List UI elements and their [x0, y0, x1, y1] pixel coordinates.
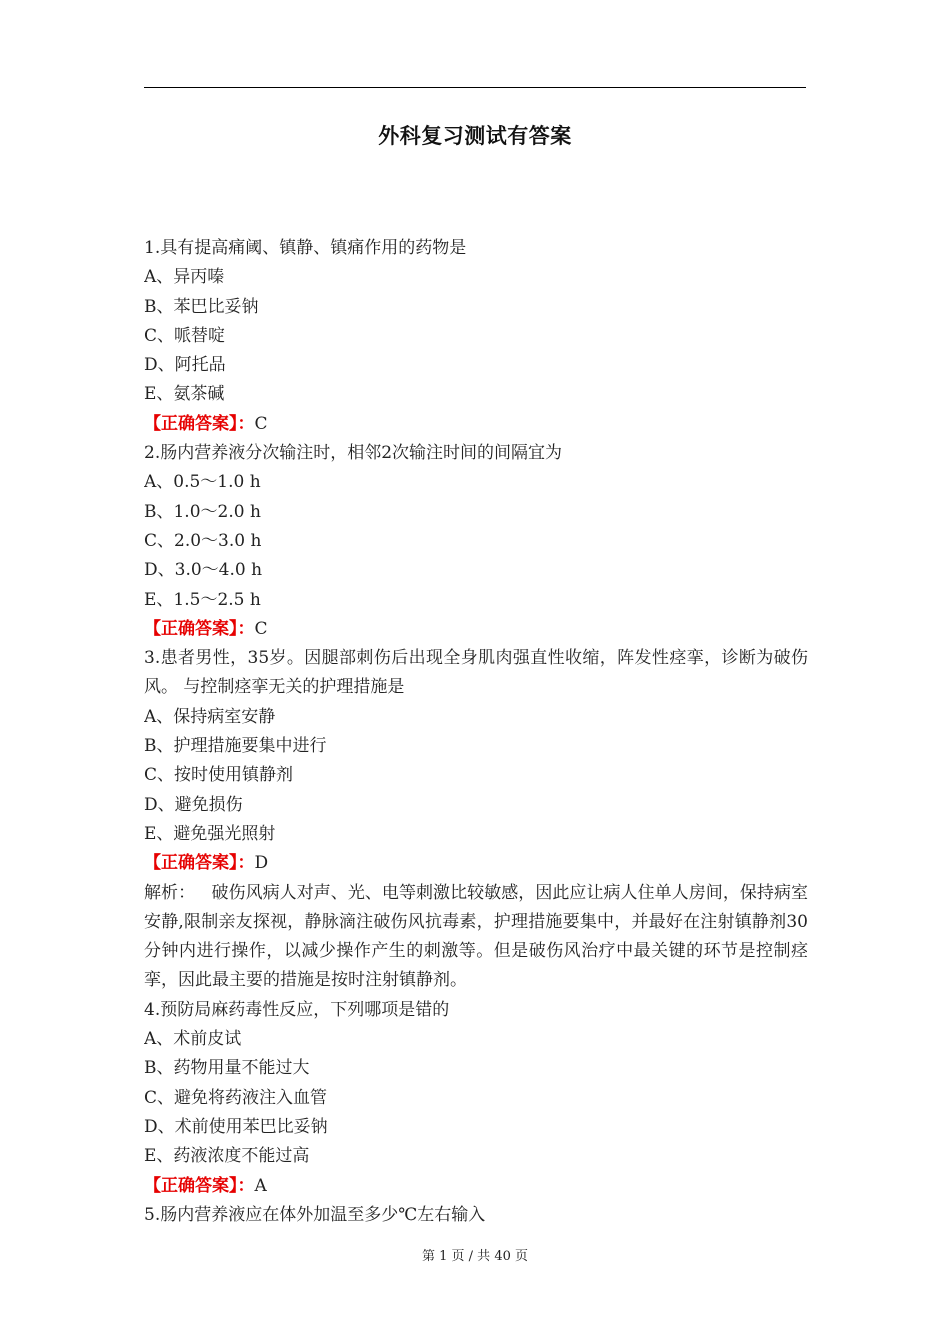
- question-stem: 1.具有提高痛阈、镇静、镇痛作用的药物是: [144, 238, 467, 258]
- option-a: A、异丙嗪: [144, 267, 225, 288]
- question-list: [144, 234, 808, 1230]
- option-d: D、避免损伤: [144, 794, 243, 815]
- answer-label: 【正确答案】：: [144, 853, 255, 874]
- header-rule: [144, 87, 806, 88]
- option-e: E、药液浓度不能过高: [144, 1146, 310, 1167]
- option-b: B、苯巴比妥钠: [144, 296, 259, 317]
- answer-value: C: [254, 618, 268, 639]
- option-e: E、氨茶碱: [144, 384, 225, 405]
- option-e: E、1.5～2.5 h: [144, 589, 261, 610]
- answer-line: [144, 615, 808, 644]
- page-footer: 第 1 页 / 共 40 页: [422, 1249, 528, 1264]
- answer-line: [144, 1172, 808, 1201]
- option-d: D、3.0～4.0 h: [144, 560, 263, 581]
- option-c: C、哌替啶: [144, 325, 226, 346]
- question-stem: 2.肠内营养液分次输注时，相邻2次输注时间的间隔宜为: [144, 443, 563, 464]
- analysis-text: 解析： 破伤风病人对声、光、电等刺激比较敏感，因此应让病人住单人房间，保持病室安静,限制亲友探视，静脉滴注破伤风抗毒素，护理措施要集中，并最好在注射镇静剂30分钟内进行操作，以减少操作产生的刺激等。但是破伤风治疗中最关键的环节是控制痉挛，因此最主要的措施是按时注射镇静剂。: [144, 882, 808, 991]
- option-c: C、按时使用镇静剂: [144, 765, 294, 786]
- answer-value: A: [254, 1175, 267, 1196]
- option-b: B、药物用量不能过大: [144, 1058, 310, 1079]
- option-b: B、1.0～2.0 h: [144, 501, 261, 522]
- option-a: A、0.5～1.0 h: [144, 472, 261, 493]
- answer-label: 【正确答案】：: [144, 413, 255, 434]
- answer-line: [144, 849, 808, 878]
- question-stem: 5.肠内营养液应在体外加温至多少℃左右输入: [144, 1204, 486, 1225]
- answer-label: 【正确答案】：: [144, 1175, 255, 1196]
- option-d: D、术前使用苯巴比妥钠: [144, 1116, 328, 1137]
- question-stem: 3.患者男性，35岁。因腿部刺伤后出现全身肌肉强直性收缩，阵发性痉挛，诊断为破伤风。 与控制痉挛无关的护理措施是: [144, 648, 808, 698]
- answer-value: D: [254, 853, 269, 874]
- option-e: E、避免强光照射: [144, 823, 276, 844]
- answer-value: C: [254, 413, 268, 434]
- answer-label: 【正确答案】：: [144, 618, 255, 639]
- option-c: C、2.0～3.0 h: [144, 530, 262, 551]
- document-title: 外科复习测试有答案: [378, 124, 572, 148]
- option-d: D、阿托品: [144, 355, 226, 376]
- option-c: C、避免将药液注入血管: [144, 1087, 328, 1108]
- option-b: B、护理措施要集中进行: [144, 736, 327, 757]
- option-a: A、保持病室安静: [144, 706, 276, 727]
- answer-line: [144, 410, 808, 439]
- option-a: A、术前皮试: [144, 1029, 242, 1050]
- question-stem: 4.预防局麻药毒性反应，下列哪项是错的: [144, 999, 450, 1020]
